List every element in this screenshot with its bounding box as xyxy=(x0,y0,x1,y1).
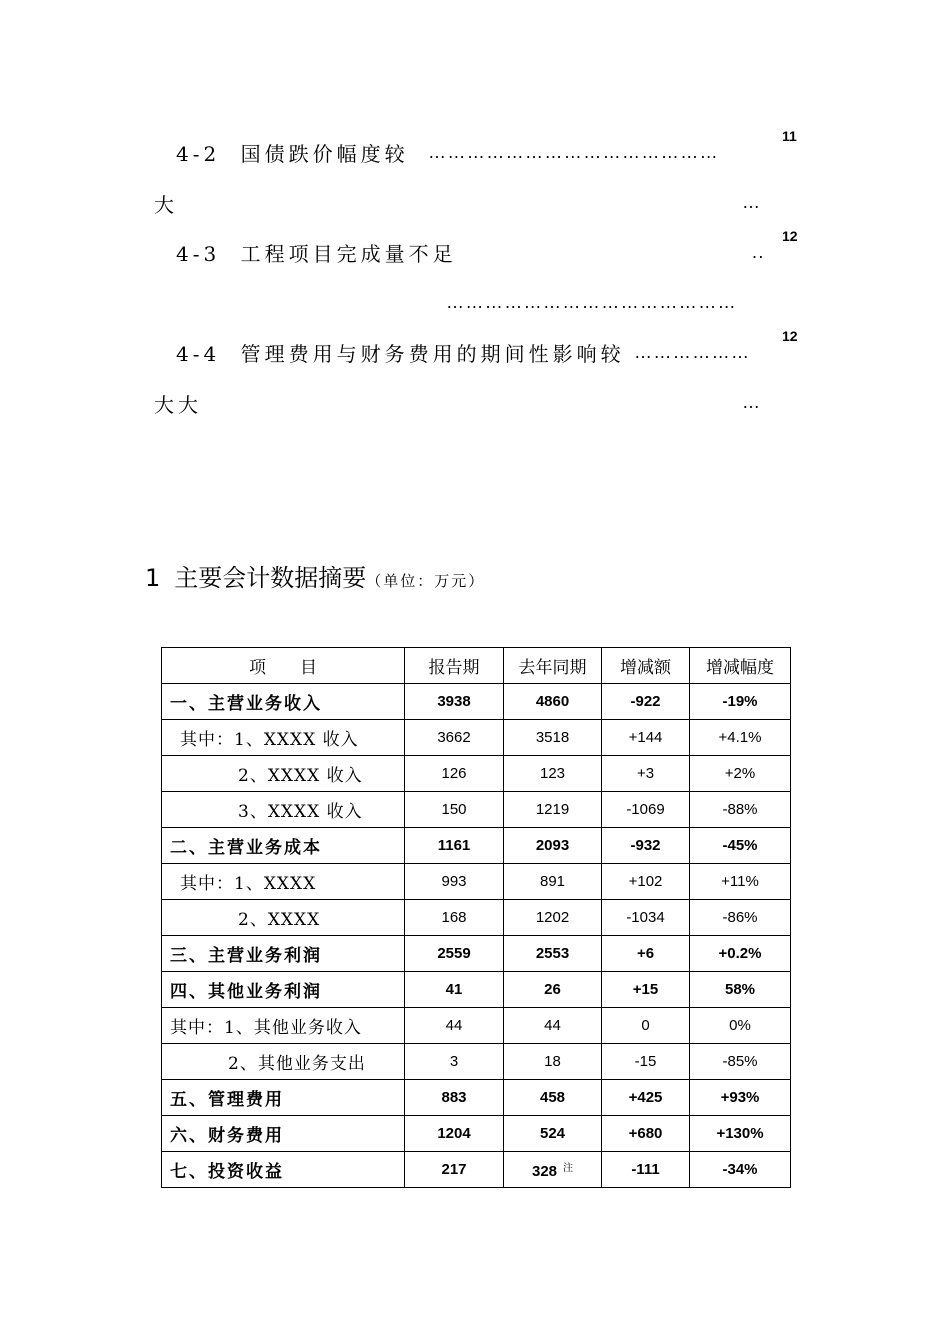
table-cell xyxy=(504,1044,602,1080)
cell-value: +93% xyxy=(720,1089,760,1106)
table-cell xyxy=(504,684,602,720)
cell-value: 217 xyxy=(441,1161,467,1178)
table-row xyxy=(162,864,791,900)
cell-value: 3938 xyxy=(437,693,471,710)
table-cell xyxy=(504,1080,602,1116)
table-row xyxy=(162,1044,791,1080)
table-cell xyxy=(405,756,504,792)
cell-value: 3518 xyxy=(535,729,570,746)
table-cell xyxy=(690,684,791,720)
column-header: 报告期 xyxy=(405,648,504,684)
table-cell xyxy=(405,1080,504,1116)
accounting-summary-table xyxy=(161,647,791,1188)
row-label: 2、其他业务支出 xyxy=(162,1044,405,1080)
toc-title: 管理费用与财务费用的期间性影响较 xyxy=(240,342,625,366)
table-cell xyxy=(690,1116,791,1152)
table-row xyxy=(162,900,791,936)
table-row xyxy=(162,1116,791,1152)
table-cell xyxy=(405,1008,504,1044)
footnote-marker: 注 xyxy=(563,1163,574,1174)
table-cell xyxy=(504,936,602,972)
table-row xyxy=(162,1008,791,1044)
table-cell xyxy=(690,1008,791,1044)
toc-number: 4-3 xyxy=(176,242,221,266)
table-cell xyxy=(602,828,690,864)
table-cell xyxy=(602,972,690,1008)
table-cell xyxy=(602,1080,690,1116)
row-label: 二、主营业务成本 xyxy=(162,828,405,864)
row-label: 2、XXXX 收入 xyxy=(162,756,405,792)
table-cell xyxy=(504,828,602,864)
cell-value: -34% xyxy=(722,1161,758,1178)
table-cell xyxy=(405,900,504,936)
cell-value: 150 xyxy=(441,801,467,818)
table-row xyxy=(162,684,791,720)
cell-value: 26 xyxy=(544,981,561,998)
toc-dots: ……………………………………… xyxy=(446,292,737,312)
cell-value: +680 xyxy=(628,1125,663,1142)
table-cell xyxy=(504,1116,602,1152)
cell-value: 993 xyxy=(441,873,467,890)
cell-value: 126 xyxy=(441,765,467,782)
cell-value: 41 xyxy=(445,981,463,998)
cell-value: 44 xyxy=(544,1017,561,1034)
cell-value: +144 xyxy=(628,729,663,746)
cell-value: 18 xyxy=(544,1053,561,1070)
toc-title-continuation: 大 xyxy=(154,193,178,217)
cell-value: 44 xyxy=(445,1017,463,1034)
cell-value: -1069 xyxy=(626,801,665,818)
toc-dots: ……………… xyxy=(634,342,751,362)
table-header-row xyxy=(162,648,791,684)
section-number: 1 xyxy=(145,564,161,592)
cell-value: -19% xyxy=(722,693,758,710)
cell-value: -45% xyxy=(722,837,758,854)
table-cell xyxy=(690,756,791,792)
table-cell xyxy=(504,900,602,936)
row-label: 2、XXXX xyxy=(162,900,405,936)
row-label: 六、财务费用 xyxy=(162,1116,405,1152)
cell-value: 0% xyxy=(729,1017,751,1034)
toc-entry-4-4[interactable] xyxy=(176,338,625,367)
cell-value: 891 xyxy=(539,873,566,890)
table-cell xyxy=(690,972,791,1008)
table-body xyxy=(162,684,791,1188)
cell-value: -111 xyxy=(631,1161,660,1178)
toc-dots: .. xyxy=(752,242,765,262)
row-label: 五、管理费用 xyxy=(162,1080,405,1116)
cell-value: -1034 xyxy=(626,909,665,926)
table-cell xyxy=(405,1152,504,1188)
table-cell xyxy=(690,1044,791,1080)
table-cell xyxy=(405,972,504,1008)
cell-value: 168 xyxy=(441,909,467,926)
row-label: 其中：1、XXXX xyxy=(162,864,405,900)
column-header: 增减额 xyxy=(602,648,690,684)
table-cell xyxy=(405,936,504,972)
table-cell xyxy=(690,720,791,756)
table-cell xyxy=(602,1008,690,1044)
cell-value: 458 xyxy=(539,1089,566,1106)
row-label: 七、投资收益 xyxy=(162,1152,405,1188)
toc-title: 国债跌价幅度较 xyxy=(240,142,409,166)
cell-value: -922 xyxy=(630,693,661,710)
cell-value: -88% xyxy=(722,801,758,818)
table-cell xyxy=(504,864,602,900)
cell-value: -932 xyxy=(630,837,661,854)
table-cell xyxy=(602,1152,690,1188)
toc-number: 4-4 xyxy=(176,342,221,366)
cell-value: +3 xyxy=(636,765,655,782)
table-cell xyxy=(405,1116,504,1152)
cell-value: +0.2% xyxy=(718,945,762,962)
table-cell xyxy=(690,864,791,900)
table-row xyxy=(162,756,791,792)
cell-value: +15 xyxy=(632,981,659,998)
cell-value: 883 xyxy=(441,1089,467,1106)
table-cell xyxy=(690,900,791,936)
cell-value: 3 xyxy=(449,1053,459,1070)
cell-value: -15 xyxy=(634,1053,657,1070)
table-cell xyxy=(504,792,602,828)
table-cell xyxy=(405,684,504,720)
table-cell xyxy=(602,720,690,756)
table-cell xyxy=(602,1044,690,1080)
table-cell xyxy=(602,864,690,900)
table-cell xyxy=(602,900,690,936)
cell-value: 2553 xyxy=(535,945,570,962)
cell-value: 524 xyxy=(539,1125,566,1142)
cell-value: +425 xyxy=(628,1089,663,1106)
toc-page-number: 11 xyxy=(782,128,797,144)
cell-value: 4860 xyxy=(535,693,570,710)
table-cell xyxy=(504,1152,602,1188)
cell-value: 2093 xyxy=(535,837,570,854)
table-cell xyxy=(602,936,690,972)
table-cell xyxy=(690,1080,791,1116)
cell-value: 1202 xyxy=(535,909,570,926)
cell-value: -85% xyxy=(722,1053,758,1070)
toc-dots: … xyxy=(742,192,762,212)
table-cell xyxy=(405,792,504,828)
table-row xyxy=(162,1152,791,1188)
table-cell xyxy=(602,756,690,792)
table-cell xyxy=(602,792,690,828)
toc-number: 4-2 xyxy=(176,142,221,166)
table-row xyxy=(162,936,791,972)
row-label: 其中：1、其他业务收入 xyxy=(162,1008,405,1044)
section-unit: （单位：万元） xyxy=(366,572,486,590)
table-cell xyxy=(690,828,791,864)
cell-value: 1204 xyxy=(437,1125,471,1142)
table-cell xyxy=(504,756,602,792)
cell-value: +11% xyxy=(721,873,759,890)
section-title: 主要会计数据摘要 xyxy=(174,564,367,592)
cell-value: 2559 xyxy=(437,945,471,962)
toc-entry-4-2[interactable] xyxy=(176,138,409,167)
table-cell xyxy=(405,720,504,756)
row-label: 四、其他业务利润 xyxy=(162,972,405,1008)
cell-value: +6 xyxy=(636,945,655,962)
table-cell xyxy=(504,720,602,756)
cell-value: +130% xyxy=(716,1125,764,1142)
table-cell xyxy=(690,1152,791,1188)
section-heading xyxy=(145,558,485,593)
toc-dots: … xyxy=(742,392,762,412)
cell-value: 1161 xyxy=(437,837,471,854)
toc-title: 工程项目完成量不足 xyxy=(240,242,457,266)
table-row xyxy=(162,972,791,1008)
toc-entry-4-3[interactable] xyxy=(176,238,457,267)
toc-page-number: 12 xyxy=(782,328,798,344)
table-cell xyxy=(602,1116,690,1152)
cell-value: 0 xyxy=(641,1017,650,1034)
table-cell xyxy=(690,936,791,972)
table-row xyxy=(162,792,791,828)
row-label: 三、主营业务利润 xyxy=(162,936,405,972)
table-row xyxy=(162,1080,791,1116)
toc-page-number: 12 xyxy=(782,228,798,244)
table-cell xyxy=(504,1008,602,1044)
cell-value: 328 xyxy=(531,1163,558,1180)
cell-value: +2% xyxy=(724,765,756,782)
column-header: 增减幅度 xyxy=(690,648,791,684)
table-cell xyxy=(602,684,690,720)
toc-title-continuation: 大大 xyxy=(154,393,202,417)
cell-value: 123 xyxy=(539,765,566,782)
row-label: 一、主营业务收入 xyxy=(162,684,405,720)
column-header: 项 目 xyxy=(162,648,405,684)
column-header: 去年同期 xyxy=(504,648,602,684)
cell-value: -86% xyxy=(722,909,758,926)
cell-value: 1219 xyxy=(535,801,570,818)
row-label: 3、XXXX 收入 xyxy=(162,792,405,828)
table-row xyxy=(162,828,791,864)
table-row xyxy=(162,720,791,756)
row-label: 其中：1、XXXX 收入 xyxy=(162,720,405,756)
table-cell xyxy=(405,828,504,864)
table-cell xyxy=(504,972,602,1008)
toc-dots: ……………………………………… xyxy=(428,142,719,162)
table-cell xyxy=(690,792,791,828)
cell-value: +4.1% xyxy=(718,729,762,746)
cell-value: 58% xyxy=(724,981,756,998)
cell-value: +102 xyxy=(628,873,663,890)
table-cell xyxy=(405,1044,504,1080)
cell-value: 3662 xyxy=(437,729,471,746)
table-cell xyxy=(405,864,504,900)
